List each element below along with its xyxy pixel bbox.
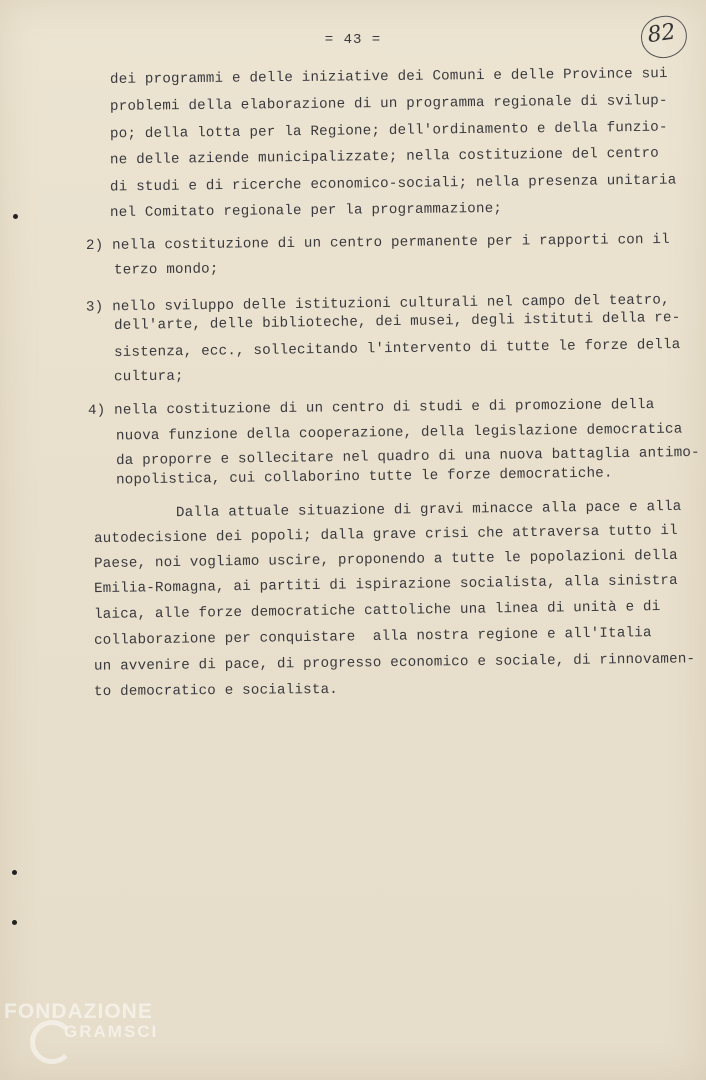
text-line: dei programmi e delle iniziative dei Comuni e delle Province sui — [109, 66, 668, 88]
text-line: collaborazione per conquistare alla nostra regione e all'Italia — [93, 625, 652, 649]
list-item-text: nopolistica, cui collaborino tutte le forze democratiche. — [115, 465, 613, 489]
binder-hole-mark — [12, 870, 17, 875]
list-item-text: 3) nello sviluppo delle istituzioni culturali nel campo del teatro, — [85, 292, 670, 316]
watermark-line-2: GRAMSCI — [64, 1022, 159, 1041]
list-item-text: da proporre e sollecitare nel quadro di una nuova battaglia antimo- — [115, 444, 700, 470]
text-line: ne delle aziende municipalizzate; nella costituzione del centro — [109, 145, 660, 169]
list-item-text: nuova funzione della cooperazione, della legislazione democratica — [115, 421, 683, 445]
text-line: laica, alle forze democratiche cattoliche una linea di unità e di — [93, 599, 661, 623]
list-item-text: cultura; — [113, 368, 184, 386]
text-line: autodecisione dei popoli; dalla grave crisi che attraversa tutto il — [93, 522, 678, 548]
list-item-text: terzo mondo; — [113, 261, 219, 279]
folio-number: 82 — [645, 19, 678, 49]
text-line: to democratico e socialista. — [93, 681, 339, 701]
page-number: = 43 = — [324, 32, 382, 48]
watermark-logo — [4, 1000, 159, 1041]
text-line: un avvenire di pace, di progresso economico e sociale, di rinnovamen- — [93, 651, 696, 675]
folio-stamp — [638, 13, 689, 61]
list-item-text: dell'arte, delle biblioteche, dei musei, degli istituti della re- — [113, 310, 681, 334]
text-line: Dalla attuale situazione di gravi minacce alla pace e alla — [175, 498, 682, 522]
text-line: Paese, noi vogliamo uscire, proponendo a tutte le popolazioni della — [93, 547, 678, 573]
text-line: di studi e di ricerche economico-sociali; nella presenza unitaria — [109, 172, 677, 196]
text-line: Emilia-Romagna, ai partiti di ispirazione socialista, alla sinistra — [93, 572, 678, 598]
list-item-text: sistenza, ecc., sollecitando l'intervento di tutte le forze della — [113, 337, 681, 361]
binder-hole-mark — [13, 214, 18, 219]
list-item-text: 2) nella costituzione di un centro permanente per i rapporti con il — [85, 231, 670, 255]
list-item-text: 4) nella costituzione di un centro di studi e di promozione della — [87, 397, 655, 419]
text-line: problemi della elaborazione di un programma regionale di svilup- — [109, 93, 668, 115]
text-line: nel Comitato regionale per la programmazione; — [109, 200, 503, 222]
text-line: po; della lotta per la Regione; dell'ordinamento e della funzio- — [109, 119, 668, 143]
watermark-line-1: FONDAZIONE — [4, 1000, 153, 1023]
binder-hole-mark — [12, 920, 17, 925]
